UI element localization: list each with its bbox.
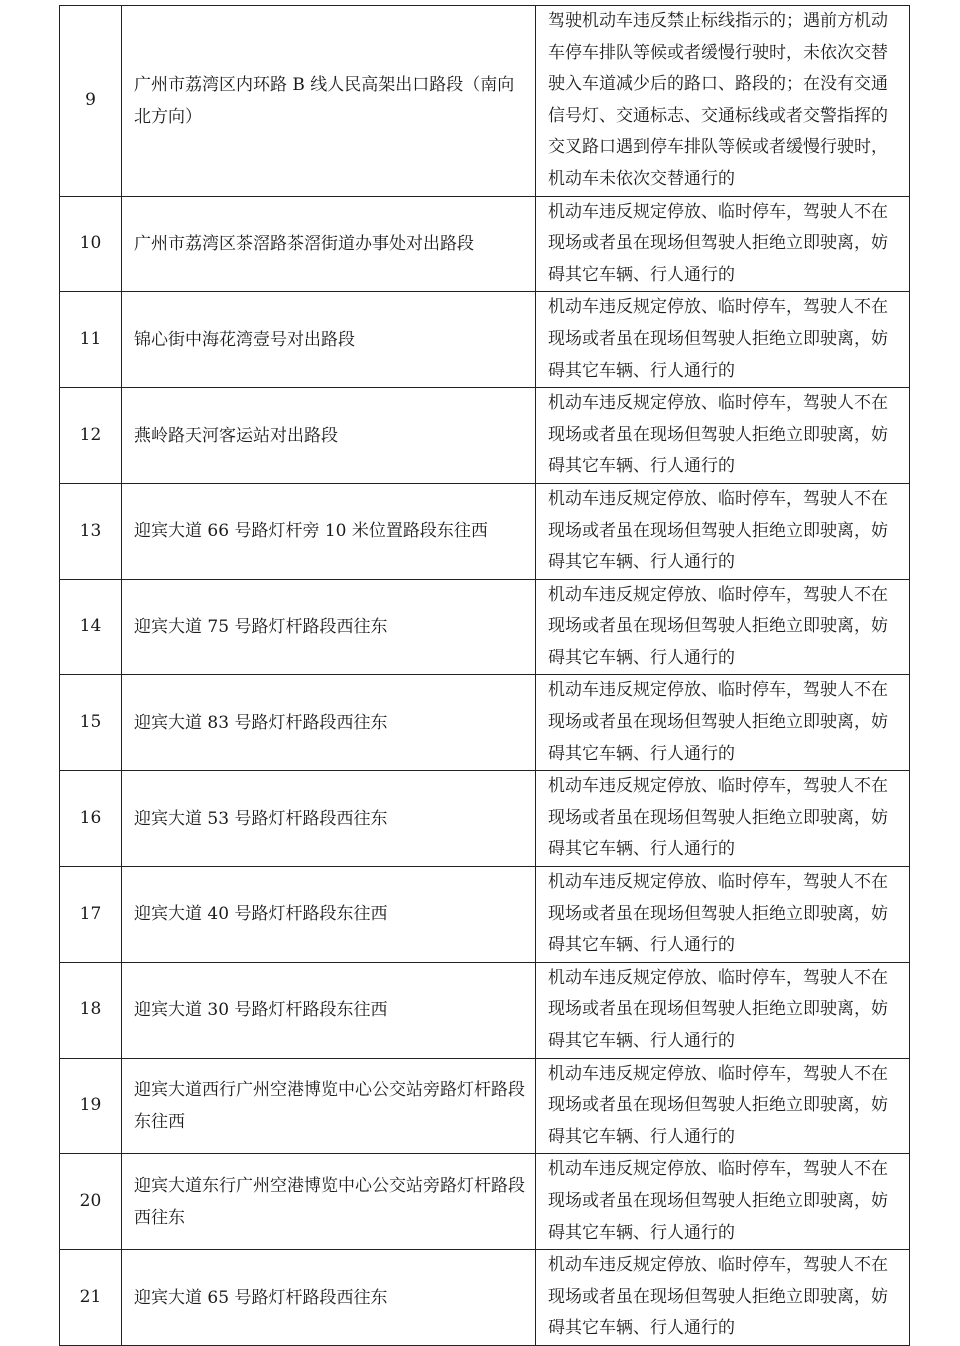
- location-cell: 迎宾大道 66 号路灯杆旁 10 米位置路段东往西: [122, 483, 536, 579]
- violation-cell: 机动车违反规定停放、临时停车，驾驶人不在现场或者虽在现场但驾驶人拒绝立即驶离，妨碍其它车辆、行人通行的: [536, 388, 910, 484]
- row-number: 11: [60, 292, 122, 388]
- table-row: [60, 1154, 910, 1250]
- row-number: 20: [60, 1154, 122, 1250]
- location-cell: 迎宾大道 65 号路灯杆路段西往东: [122, 1250, 536, 1346]
- row-number: 10: [60, 196, 122, 292]
- violation-cell: 驾驶机动车违反禁止标线指示的；遇前方机动车停车排队等候或者缓慢行驶时，未依次交替驶入车道减少后的路口、路段的；在没有交通信号灯、交通标志、交通标线或者交警指挥的交叉路口遇到停车排队等候或者缓慢行驶时，机动车未依次交替通行的: [536, 6, 910, 197]
- location-cell: 迎宾大道 40 号路灯杆路段东往西: [122, 867, 536, 963]
- table-row: [60, 1058, 910, 1154]
- location-cell: 燕岭路天河客运站对出路段: [122, 388, 536, 484]
- table-row: [60, 1250, 910, 1346]
- violation-cell: 机动车违反规定停放、临时停车，驾驶人不在现场或者虽在现场但驾驶人拒绝立即驶离，妨碍其它车辆、行人通行的: [536, 196, 910, 292]
- location-cell: 迎宾大道 30 号路灯杆路段东往西: [122, 962, 536, 1058]
- row-number: 19: [60, 1058, 122, 1154]
- table-row: [60, 675, 910, 771]
- table-row: [60, 483, 910, 579]
- violation-cell: 机动车违反规定停放、临时停车，驾驶人不在现场或者虽在现场但驾驶人拒绝立即驶离，妨碍其它车辆、行人通行的: [536, 675, 910, 771]
- location-cell: 迎宾大道 53 号路灯杆路段西往东: [122, 771, 536, 867]
- location-cell: 迎宾大道 83 号路灯杆路段西往东: [122, 675, 536, 771]
- table-row: [60, 771, 910, 867]
- row-number: 14: [60, 579, 122, 675]
- location-cell: 广州市荔湾区茶滘路茶滘街道办事处对出路段: [122, 196, 536, 292]
- row-number: 12: [60, 388, 122, 484]
- table-row: [60, 388, 910, 484]
- location-cell: 广州市荔湾区内环路 B 线人民高架出口路段（南向北方向）: [122, 6, 536, 197]
- violation-cell: 机动车违反规定停放、临时停车，驾驶人不在现场或者虽在现场但驾驶人拒绝立即驶离，妨碍其它车辆、行人通行的: [536, 1250, 910, 1346]
- row-number: 16: [60, 771, 122, 867]
- violation-cell: 机动车违反规定停放、临时停车，驾驶人不在现场或者虽在现场但驾驶人拒绝立即驶离，妨碍其它车辆、行人通行的: [536, 771, 910, 867]
- violation-cell: 机动车违反规定停放、临时停车，驾驶人不在现场或者虽在现场但驾驶人拒绝立即驶离，妨碍其它车辆、行人通行的: [536, 483, 910, 579]
- location-cell: 锦心街中海花湾壹号对出路段: [122, 292, 536, 388]
- table-row: [60, 867, 910, 963]
- row-number: 9: [60, 6, 122, 197]
- row-number: 18: [60, 962, 122, 1058]
- violation-cell: 机动车违反规定停放、临时停车，驾驶人不在现场或者虽在现场但驾驶人拒绝立即驶离，妨碍其它车辆、行人通行的: [536, 1154, 910, 1250]
- violation-cell: 机动车违反规定停放、临时停车，驾驶人不在现场或者虽在现场但驾驶人拒绝立即驶离，妨碍其它车辆、行人通行的: [536, 579, 910, 675]
- table-row: [60, 6, 910, 197]
- table-row: [60, 196, 910, 292]
- violation-cell: 机动车违反规定停放、临时停车，驾驶人不在现场或者虽在现场但驾驶人拒绝立即驶离，妨碍其它车辆、行人通行的: [536, 962, 910, 1058]
- violation-cell: 机动车违反规定停放、临时停车，驾驶人不在现场或者虽在现场但驾驶人拒绝立即驶离，妨碍其它车辆、行人通行的: [536, 867, 910, 963]
- table-row: [60, 292, 910, 388]
- table-row: [60, 962, 910, 1058]
- table-row: [60, 579, 910, 675]
- location-cell: 迎宾大道西行广州空港博览中心公交站旁路灯杆路段东往西: [122, 1058, 536, 1154]
- location-cell: 迎宾大道 75 号路灯杆路段西往东: [122, 579, 536, 675]
- violation-location-table: [59, 5, 910, 1346]
- violation-cell: 机动车违反规定停放、临时停车，驾驶人不在现场或者虽在现场但驾驶人拒绝立即驶离，妨碍其它车辆、行人通行的: [536, 1058, 910, 1154]
- row-number: 13: [60, 483, 122, 579]
- location-cell: 迎宾大道东行广州空港博览中心公交站旁路灯杆路段西往东: [122, 1154, 536, 1250]
- row-number: 21: [60, 1250, 122, 1346]
- row-number: 17: [60, 867, 122, 963]
- violation-cell: 机动车违反规定停放、临时停车，驾驶人不在现场或者虽在现场但驾驶人拒绝立即驶离，妨碍其它车辆、行人通行的: [536, 292, 910, 388]
- row-number: 15: [60, 675, 122, 771]
